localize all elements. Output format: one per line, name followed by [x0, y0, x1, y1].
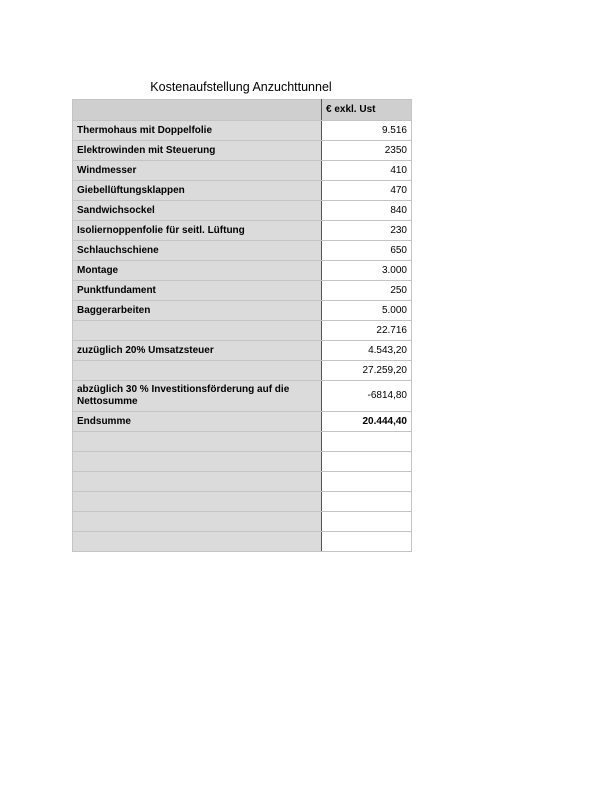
table-row [73, 261, 412, 281]
row-label: Thermohaus mit Doppelfolie [73, 121, 322, 141]
row-label [73, 512, 322, 532]
row-label [73, 432, 322, 452]
total-value: 20.444,40 [322, 412, 412, 432]
table-row [73, 281, 412, 301]
subsidy-value: -6814,80 [322, 381, 412, 412]
gross-subtotal-row [73, 361, 412, 381]
table-row [73, 141, 412, 161]
table-row [73, 201, 412, 221]
row-value: 9.516 [322, 121, 412, 141]
table-row [73, 161, 412, 181]
row-label: Montage [73, 261, 322, 281]
document-title: Kostenaufstellung Anzuchttunnel [150, 80, 332, 94]
empty-row [73, 432, 412, 452]
row-label [73, 472, 322, 492]
subsidy-row [73, 381, 412, 412]
row-value [322, 472, 412, 492]
row-value [322, 512, 412, 532]
subtotal-row [73, 321, 412, 341]
row-value: 2350 [322, 141, 412, 161]
row-label [73, 492, 322, 512]
row-label: abzüglich 30 % Investitionsförderung auf die Nettosumme [73, 381, 322, 412]
row-label: Windmesser [73, 161, 322, 181]
table-header-row [73, 100, 412, 121]
empty-row [73, 492, 412, 512]
row-value: 650 [322, 241, 412, 261]
empty-row [73, 512, 412, 532]
table-row [73, 181, 412, 201]
row-label: Endsumme [73, 412, 322, 432]
row-value [322, 452, 412, 472]
row-value: 3.000 [322, 261, 412, 281]
total-row [73, 412, 412, 432]
empty-row [73, 532, 412, 552]
table-row [73, 241, 412, 261]
row-label: Sandwichsockel [73, 201, 322, 221]
row-value [322, 432, 412, 452]
row-label [73, 452, 322, 472]
table-row [73, 301, 412, 321]
row-label: Punktfundament [73, 281, 322, 301]
row-value [322, 532, 412, 552]
row-label: Baggerarbeiten [73, 301, 322, 321]
gross-subtotal-value: 27.259,20 [322, 361, 412, 381]
row-value [322, 492, 412, 512]
empty-row [73, 472, 412, 492]
row-label: Elektrowinden mit Steuerung [73, 141, 322, 161]
net-subtotal-value: 22.716 [322, 321, 412, 341]
cost-table [72, 99, 412, 552]
row-value: 470 [322, 181, 412, 201]
row-value: 5.000 [322, 301, 412, 321]
row-label: Isoliernoppenfolie für seitl. Lüftung [73, 221, 322, 241]
row-label [73, 361, 322, 381]
empty-row [73, 452, 412, 472]
row-value: 250 [322, 281, 412, 301]
vat-value: 4.543,20 [322, 341, 412, 361]
table-row [73, 121, 412, 141]
row-label: zuzüglich 20% Umsatzsteuer [73, 341, 322, 361]
row-value: 840 [322, 201, 412, 221]
header-label-cell [73, 100, 322, 121]
row-label: Giebellüftungsklappen [73, 181, 322, 201]
table-row [73, 221, 412, 241]
header-currency-cell: € exkl. Ust [322, 100, 412, 121]
row-label: Schlauchschiene [73, 241, 322, 261]
row-value: 230 [322, 221, 412, 241]
row-value: 410 [322, 161, 412, 181]
row-label [73, 321, 322, 341]
row-label [73, 532, 322, 552]
vat-row [73, 341, 412, 361]
